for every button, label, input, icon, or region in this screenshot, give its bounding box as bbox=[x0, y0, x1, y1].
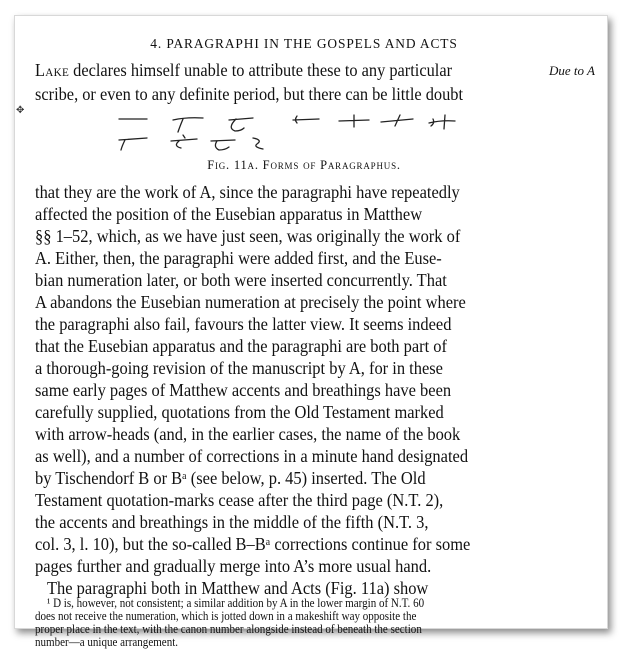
body-line: A. Either, then, the paragraphi were added first, and the Euse- bbox=[35, 248, 442, 268]
body-line: bian numeration later, or both were inserted concurrently. That bbox=[35, 270, 447, 290]
intro-line-1 bbox=[35, 60, 452, 81]
paragraphus-figure bbox=[111, 114, 491, 156]
body-line: The paragraphi both in Matthew and Acts (Fig. 11a) show bbox=[47, 578, 429, 598]
body-line: with arrow-heads (and, in the earlier cases, the name of the book bbox=[35, 424, 461, 444]
paragraphus-form-9 bbox=[171, 135, 197, 148]
paragraphus-form-5 bbox=[339, 115, 369, 127]
body-line: carefully supplied, quotations from the Old Testament marked bbox=[35, 402, 444, 422]
margin-note: Due to A bbox=[549, 63, 595, 78]
paragraphus-form-11 bbox=[253, 138, 263, 149]
intro-smallcaps: Lake bbox=[35, 60, 70, 80]
footnote-line: proper place in the text, with the canon number alongside instead of beneath the section bbox=[35, 622, 422, 636]
book-page bbox=[14, 15, 608, 649]
intro-text-1: declares himself unable to attribute these to any particular bbox=[69, 60, 453, 80]
figure-caption: Fig. 11a. Forms of Paragraphus. bbox=[207, 158, 401, 172]
footnote-line: number—a unique arrangement. bbox=[35, 635, 179, 649]
move-cursor-icon: ✥ bbox=[16, 105, 25, 116]
body-line: Testament quotation-marks cease after the third page (N.T. 2), bbox=[35, 490, 444, 510]
body-line: A abandons the Eusebian numeration at precisely the point where bbox=[35, 292, 466, 312]
body-line: col. 3, l. 10), but the so-called B–Bᵃ corrections continue for some bbox=[35, 534, 471, 554]
paragraphus-form-8 bbox=[119, 138, 147, 150]
paragraphus-form-6 bbox=[381, 115, 413, 126]
body-line: affected the position of the Eusebian apparatus in Matthew bbox=[35, 204, 423, 224]
footnote-line: does not receive the numeration, which is jotted down in a makeshift way opposite the bbox=[35, 609, 417, 623]
body-line: same early pages of Matthew accents and breathings have been bbox=[35, 380, 452, 400]
body-line: the accents and breathings in the middle of the fifth (N.T. 3, bbox=[35, 512, 429, 532]
body-line: that they are the work of A, since the paragraphi have repeatedly bbox=[35, 182, 460, 202]
paragraphus-form-10 bbox=[211, 140, 235, 150]
intro-text-2: scribe, or even to any definite period, but there can be little doubt bbox=[35, 84, 464, 104]
paragraphus-form-7 bbox=[429, 115, 455, 129]
body-line: the paragraphi also fail, favours the latter view. It seems indeed bbox=[35, 314, 452, 334]
body-line: pages further and gradually merge into A’s more usual hand. bbox=[35, 556, 432, 576]
running-head: 4. PARAGRAPHI IN THE GOSPELS AND ACTS bbox=[150, 36, 458, 51]
body-line: a thorough-going revision of the manuscript by A, for in these bbox=[35, 358, 443, 378]
body-line: §§ 1–52, which, as we have just seen, was originally the work of bbox=[35, 226, 461, 246]
body-line: by Tischendorf B or Bᵃ (see below, p. 45) inserted. The Old bbox=[35, 468, 426, 488]
paragraphus-form-3 bbox=[229, 118, 253, 131]
body-line: that the Eusebian apparatus and the paragraphi are both part of bbox=[35, 336, 448, 356]
paragraphus-form-4 bbox=[293, 116, 319, 123]
footnote-line: ¹ D is, however, not consistent; a similar addition by A in the lower margin of N.T. 60 bbox=[47, 596, 425, 610]
body-line: as well), and a number of corrections in a minute hand designated bbox=[35, 446, 469, 466]
paragraphus-form-2 bbox=[173, 118, 203, 132]
intro-line-2 bbox=[35, 84, 463, 105]
